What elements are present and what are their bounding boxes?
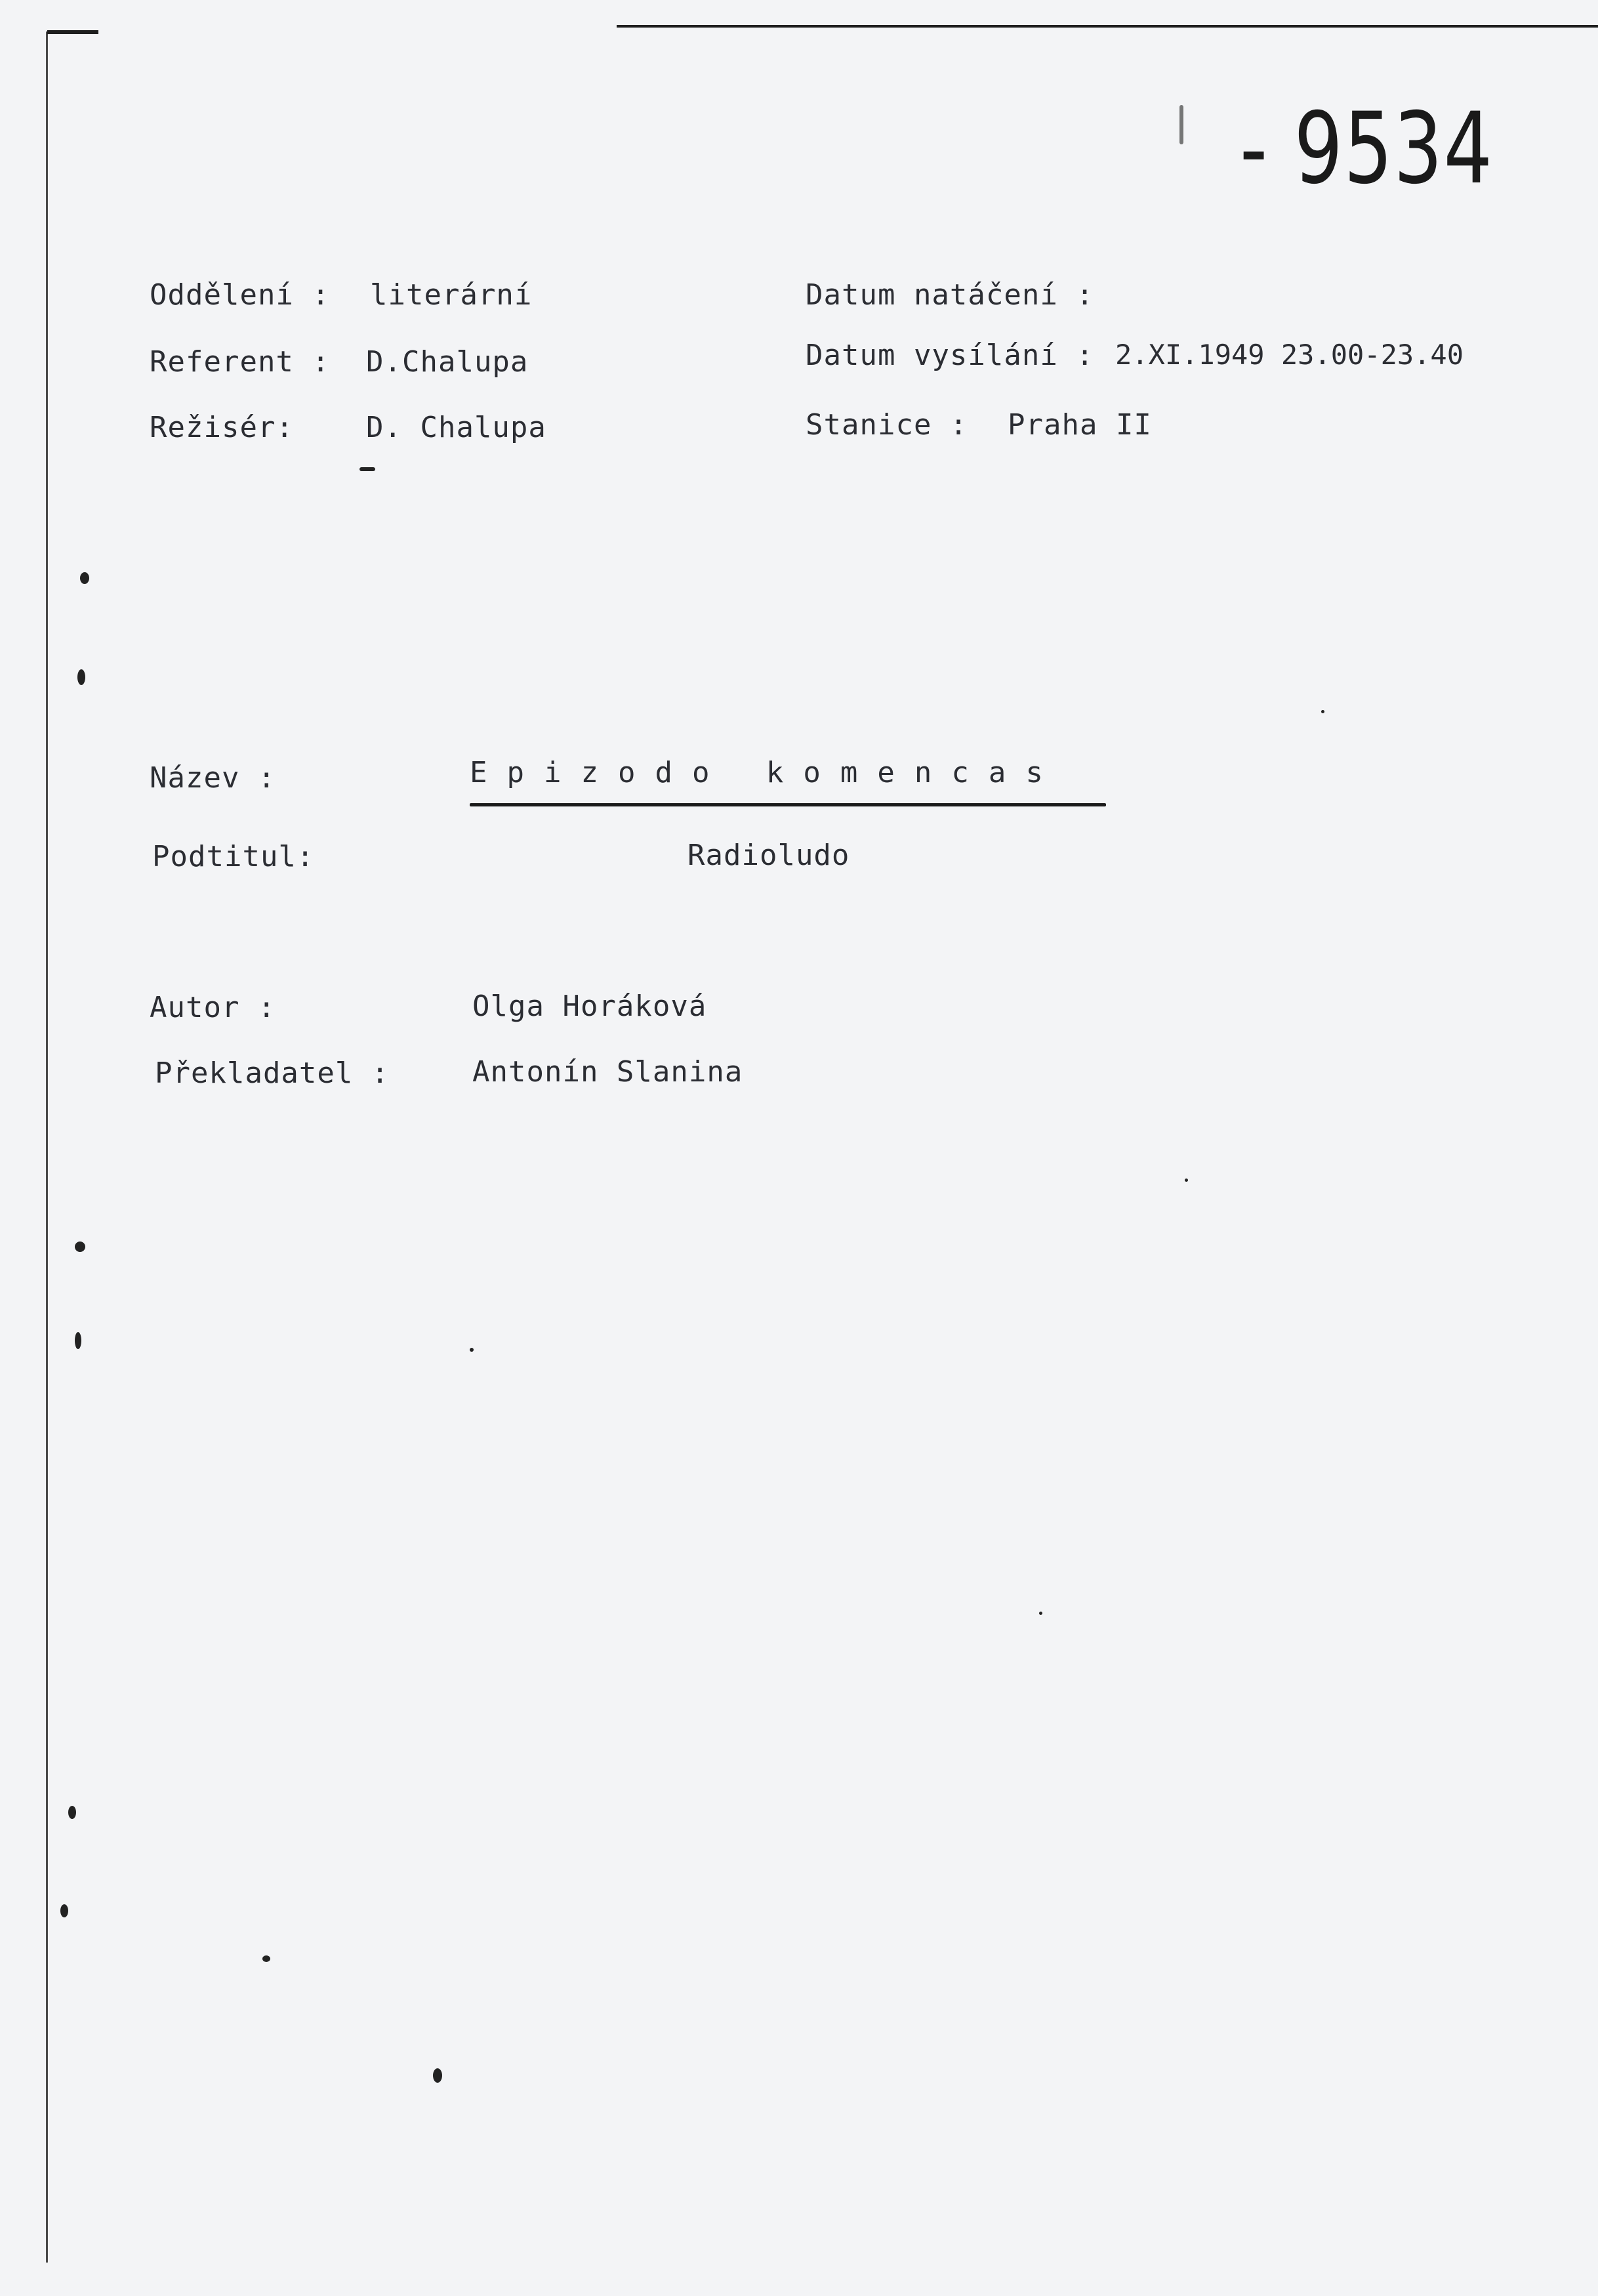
broadcast-date-value: 2.XI.1949 23.00-23.40 xyxy=(1115,339,1464,371)
scan-speck xyxy=(80,572,89,584)
broadcast-date-label: Datum vysílání : xyxy=(806,339,1094,372)
director-label: Režisér: xyxy=(150,411,294,444)
scan-speck xyxy=(1185,1179,1188,1182)
referent-label: Referent : xyxy=(150,345,330,379)
referent-value: D.Chalupa xyxy=(366,345,529,379)
department-label: Oddělení : xyxy=(150,278,330,312)
scan-speck xyxy=(77,669,85,685)
scan-speck xyxy=(470,1348,474,1352)
scan-speck xyxy=(68,1806,76,1819)
scan-speck xyxy=(1039,1612,1042,1615)
scan-speck xyxy=(262,1955,270,1962)
author-label: Autor : xyxy=(150,991,276,1024)
scan-speck xyxy=(1321,710,1324,713)
subtitle-label: Podtitul: xyxy=(152,840,315,873)
scan-speck xyxy=(1179,105,1183,144)
station-label: Stanice : xyxy=(806,408,968,442)
translator-value: Antonín Slanina xyxy=(472,1055,743,1089)
title-label: Název : xyxy=(150,761,276,795)
document-number: - 9534 xyxy=(1240,92,1494,206)
translator-label: Překladatel : xyxy=(155,1056,390,1090)
recording-date-label: Datum natáčení : xyxy=(806,278,1094,312)
subtitle-value: Radioludo xyxy=(687,839,850,872)
scan-speck xyxy=(433,2068,442,2083)
title-underline xyxy=(470,803,1106,806)
department-value: literární xyxy=(370,278,533,312)
scan-speck xyxy=(75,1332,81,1349)
title-value: Epizodo komencas xyxy=(470,756,1063,789)
author-value: Olga Horáková xyxy=(472,990,707,1023)
scan-speck xyxy=(75,1242,85,1252)
scan-speck xyxy=(60,1904,68,1917)
station-value: Praha II xyxy=(1008,408,1152,442)
scan-left-edge xyxy=(46,31,48,2263)
scan-top-left-mark xyxy=(47,30,98,34)
scan-top-edge xyxy=(617,25,1598,28)
director-value: D. Chalupa xyxy=(366,411,546,444)
scan-speck xyxy=(359,467,375,471)
